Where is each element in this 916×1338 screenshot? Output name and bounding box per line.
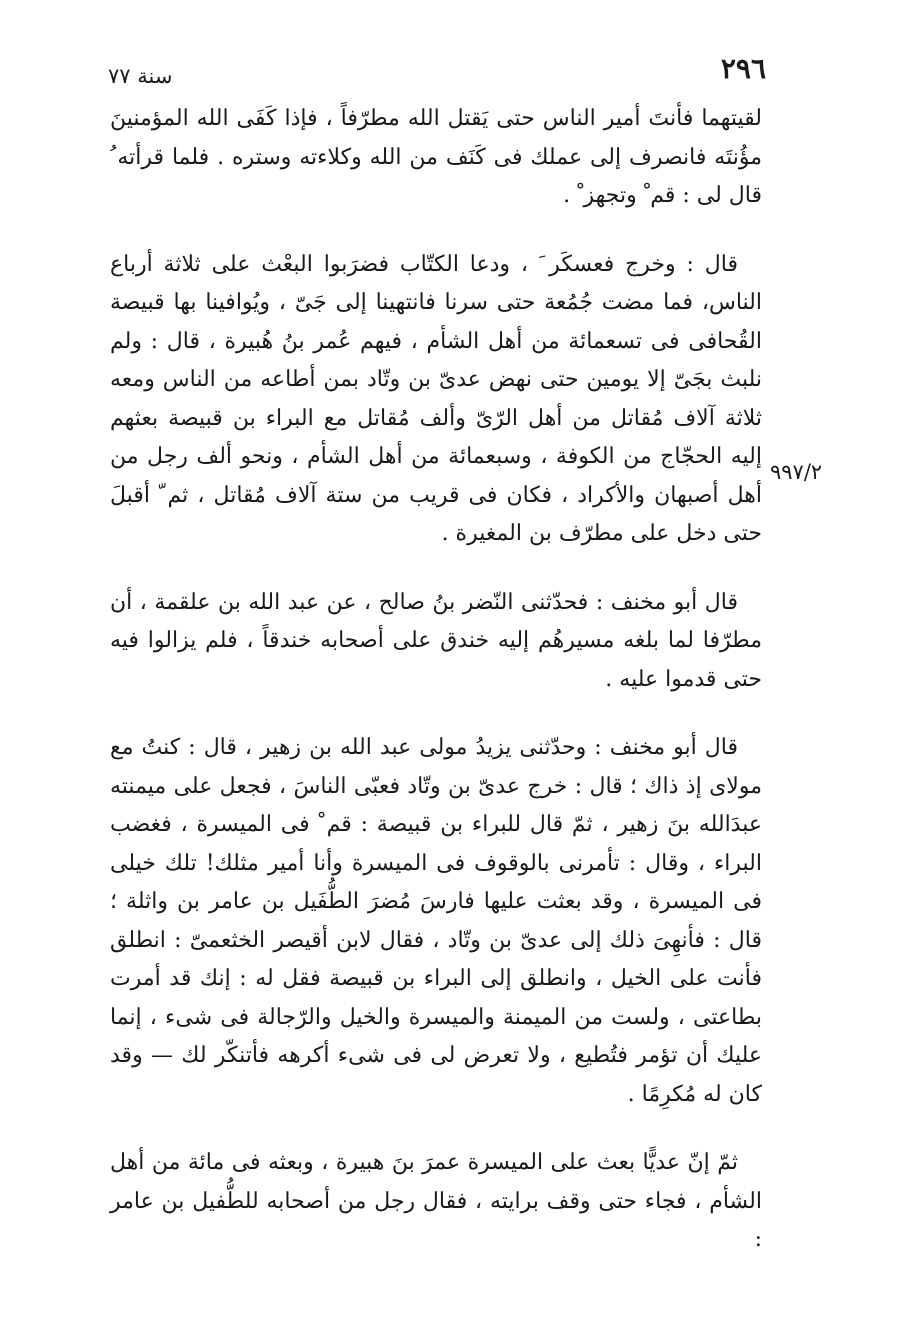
paragraph-3: قال أبو مخنف : فحدّثنى النّضر بنُ صالح ، عن عبد الله بن علقمة ، أن مطرّفا لما بلغه مسيرهُم إليه خندق على أصحابه خندقاً ، فلم يزالوا فيه حتى قدموا عليه . xyxy=(110,589,762,692)
margin-reference: ٩٩٧/٢ xyxy=(770,460,823,484)
paragraph-4: قال أبو مخنف : وحدّثنى يزيدُ مولى عبد الله بن زهير ، قال : كنتُ مع مولاى إذ ذاك ؛ قال : خرج عدىّ بن وتّاد فعبّى الناسَ ، فجعل على ميمنته عبدَالله بنَ زهير ، ثمّ قال للبراء بن قبيصة : قم ْ فى الميسرة ، فغضب البراء ، وقال : تأمرنى بالوقوف فى الميسرة وأنا أمير مثلك! تلك خيلى فى الميسرة ، وقد بعثت عليها فارسَ مُضرَ الطُّفَيل بن عامر بن واثلة ؛ قال : فأنهِىَ ذلك إلى عدىّ بن وتّاد ، فقال لابن أقيصر الخثعمىّ : انطلق فأنت على الخيل ، وانطلق إلى البراء بن قبيصة فقل له : إنك قد أمرت بطاعتى ، ولست من الميمنة والميسرة والخيل والرّجالة فى شىء ، إنما عليك أن تؤمر فتُطيع ، ولا تعرض لى فى شىء أكرهه فأتنكّر لك — وقد كان له مُكرِمًا . xyxy=(110,735,762,1107)
page-number: ٢٩٦ xyxy=(720,52,766,85)
paragraph-5: ثمّ إنّ عديًّا بعث على الميسرة عمرَ بنَ هبيرة ، وبعثه فى مائة من أهل الشأم ، فجاء حتى وقف برايته ، فقال رجل من أصحابه للطُّفيل بن عامر : xyxy=(110,1150,762,1252)
text-body xyxy=(110,100,762,1260)
paragraph-1: لقيتهما فأنتَ أمير الناس حتى يَقتل الله مطرّفاً ، فإذا كَفَى الله المؤمنينَ مؤُنتَه فانصرف إلى عملك فى كَنَف من الله وكلاءته وستره . فلما قرأته ُ قال لى : قم ْ وتجهز ْ . xyxy=(110,106,762,208)
running-header-year: سنة ٧٧ xyxy=(108,64,173,88)
paragraph-2: قال : وخرج فعسكَر َ ، ودعا الكتّاب فضرَبوا البعْث على ثلاثة أرباع الناس، فما مضت جُمُعة حتى سرنا فانتهينا إلى جَىّ ، ويُوافينا بها قبيصة القُحافى فى تسعمائة من أهل الشأم ، فيهم عُمر بنُ هُبيرة ، قال : ولم نلبث بجَىّ إلا يومين حتى نهض عدىّ بن وتّاد بمن أطاعه من الناس ومعه ثلاثة آلاف مُقاتل من أهل الرّىّ وألف مُقاتل مع البراء بن قبيصة بعثهم إليه الحجّاج من الكوفة ، وسبعمائة من أهل الشأم ، ونحو ألف رجل من أهل أصبهان والأكراد ، فكان فى قريب من ستة آلاف مُقاتل ، ثم ّ أقبلَ حتى دخل على مطرّف بن المغيرة . xyxy=(110,251,762,546)
